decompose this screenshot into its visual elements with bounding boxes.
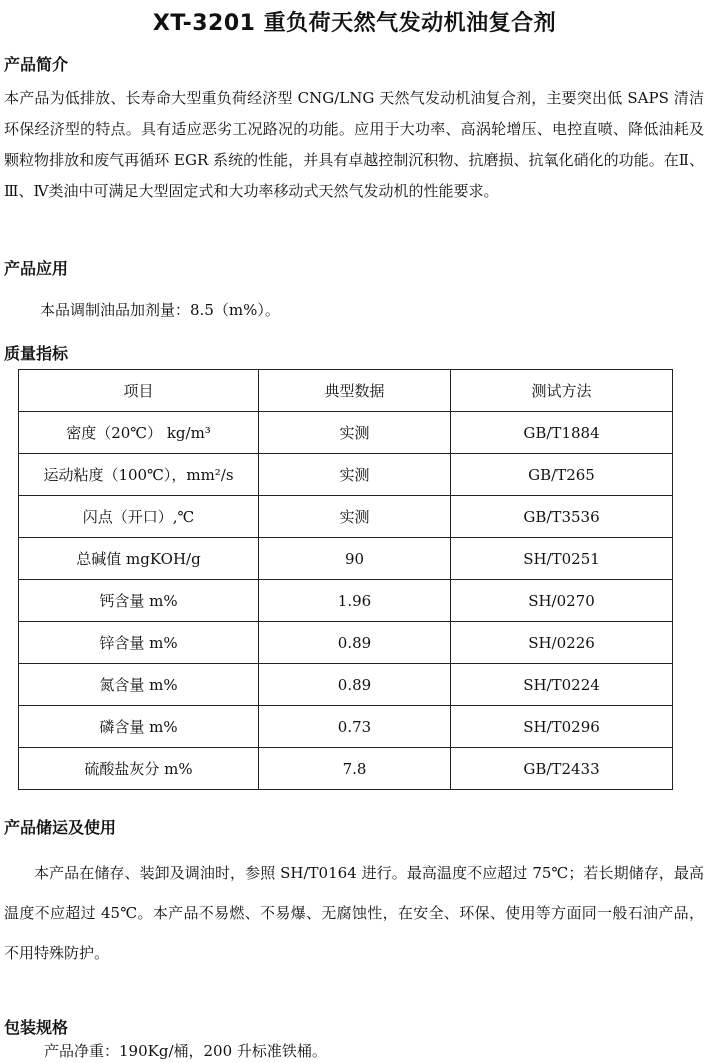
row-value: 实测	[259, 454, 451, 496]
column-header-test-method: 测试方法	[451, 370, 673, 412]
table-row	[19, 664, 673, 706]
row-value: 0.89	[259, 664, 451, 706]
quality-spec-table	[18, 369, 673, 790]
intro-heading: 产品简介	[4, 55, 69, 74]
storage-paragraph: 本产品在储存、装卸及调油时，参照 SH/T0164 进行。最高温度不应超过 75℃；若长期储存，最高温度不应超过 45℃。本产品不易燃、不易爆、无腐蚀性，在安全、环保、使用等方面同一般石油产品，不用特殊防护。	[4, 864, 704, 962]
intro-paragraph: 本产品为低排放、长寿命大型重负荷经济型 CNG/LNG 天然气发动机油复合剂，主要突出低 SAPS 清洁环保经济型的特点。具有适应恶劣工况路况的功能。应用于大功率、高涡轮增压、电控直喷、降低油耗及颗粒物排放和废气再循环 EGR 系统的性能，并具有卓越控制沉积物、抗磨损、抗氧化硝化的功能。在Ⅱ、Ⅲ、Ⅳ类油中可满足大型固定式和大功率移动式天然气发动机的性能要求。	[4, 89, 704, 200]
row-item: 锌含量 m%	[19, 622, 259, 664]
storage-heading: 产品储运及使用	[4, 818, 117, 837]
row-method: SH/T0296	[451, 706, 673, 748]
row-method: SH/0270	[451, 580, 673, 622]
row-value: 1.96	[259, 580, 451, 622]
row-item: 运动粘度（100℃），mm²/s	[19, 454, 259, 496]
row-value: 90	[259, 538, 451, 580]
row-item: 磷含量 m%	[19, 706, 259, 748]
row-value: 实测	[259, 496, 451, 538]
row-item: 氮含量 m%	[19, 664, 259, 706]
row-method: SH/T0224	[451, 664, 673, 706]
row-method: GB/T1884	[451, 412, 673, 454]
table-row	[19, 496, 673, 538]
document-title: XT-3201 重负荷天然气发动机油复合剂	[152, 11, 557, 36]
table-header-row	[19, 370, 673, 412]
row-item: 总碱值 mgKOH/g	[19, 538, 259, 580]
row-item: 钙含量 m%	[19, 580, 259, 622]
table-row	[19, 412, 673, 454]
table-row	[19, 580, 673, 622]
row-item: 闪点（开口）,℃	[19, 496, 259, 538]
table-row	[19, 622, 673, 664]
packaging-heading: 包装规格	[4, 1018, 69, 1037]
row-value: 实测	[259, 412, 451, 454]
row-value: 7.8	[259, 748, 451, 790]
table-row	[19, 748, 673, 790]
table-row	[19, 538, 673, 580]
row-item: 密度（20℃） kg/m³	[19, 412, 259, 454]
table-row	[19, 454, 673, 496]
row-method: SH/T0251	[451, 538, 673, 580]
row-method: GB/T3536	[451, 496, 673, 538]
row-method: GB/T2433	[451, 748, 673, 790]
column-header-typical-value: 典型数据	[259, 370, 451, 412]
row-method: GB/T265	[451, 454, 673, 496]
row-item: 硫酸盐灰分 m%	[19, 748, 259, 790]
row-value: 0.89	[259, 622, 451, 664]
table-row	[19, 706, 673, 748]
row-method: SH/0226	[451, 622, 673, 664]
packaging-text: 产品净重：190Kg/桶，200 升标准铁桶。	[44, 1042, 327, 1060]
application-text: 本品调制油品加剂量：8.5（m%）。	[40, 301, 280, 319]
quality-heading: 质量指标	[4, 344, 69, 363]
column-header-item: 项目	[19, 370, 259, 412]
application-heading: 产品应用	[4, 259, 69, 278]
row-value: 0.73	[259, 706, 451, 748]
